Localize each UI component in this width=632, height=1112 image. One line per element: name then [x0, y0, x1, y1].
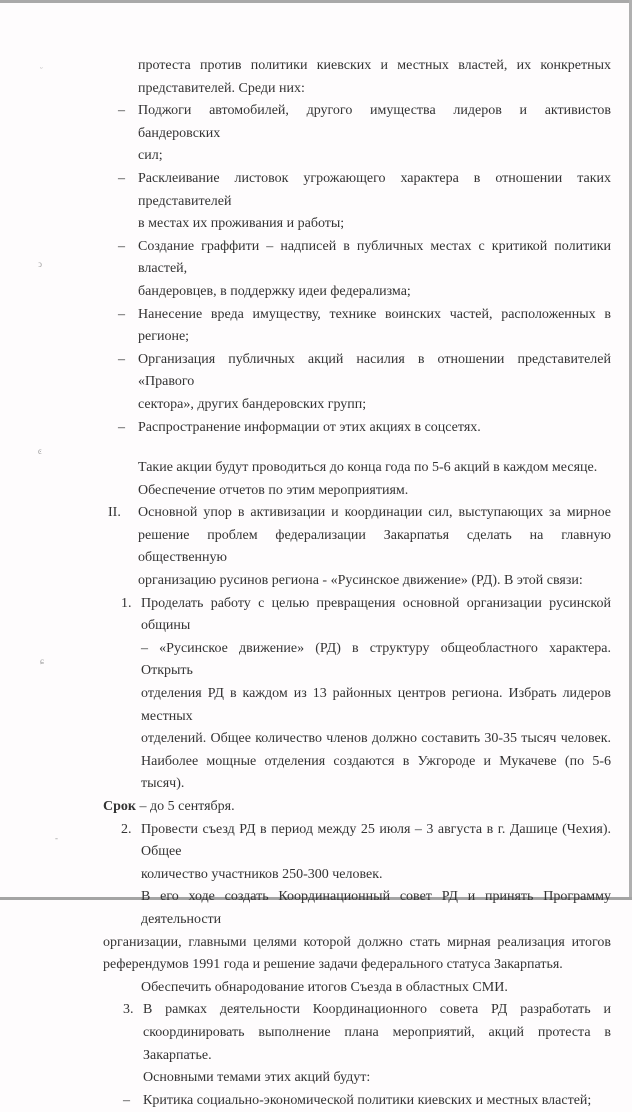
item-number: 3.: [123, 1002, 134, 1018]
summary-line: Такие акции будут проводиться до конца года по 5-6 акций в каждом месяце.: [138, 460, 598, 476]
deadline-line: [103, 796, 611, 819]
intro-line: протеста против политики киевских и местных властей, их конкретных: [138, 58, 611, 73]
scan-mark: ‐: [55, 833, 58, 843]
list-dash: –: [118, 419, 125, 435]
intro-line: представителей. Среди них:: [138, 80, 305, 96]
list-item-line: в местах их проживания и работы;: [138, 216, 345, 232]
intro-paragraph: [103, 55, 611, 100]
list-item: [103, 100, 611, 168]
item-line: Проделать работу с целью превращения основной организации русинской общины: [141, 595, 611, 634]
item-line: В рамках деятельности Координационного совета РД разработать и: [143, 1002, 611, 1018]
list-dash: –: [118, 351, 125, 367]
section-line: решение проблем федерализации Закарпатья сделать на главную общественную: [138, 527, 611, 566]
section-line: организацию русинов региона - «Русинское движение» (РД). В этой связи:: [138, 573, 583, 589]
item-two: [103, 819, 611, 887]
item-line: отделений. Общее количество членов должно составить 30-35 тысяч человек.: [141, 731, 611, 747]
themes-intro: Основными темами этих акций будут:: [143, 1070, 371, 1086]
themes-paragraph: [103, 1067, 611, 1090]
item-line: Провести съезд РД в период между 25 июля – 3 августа в г. Дашице (Чехия). Общее: [141, 821, 611, 860]
list-item-line: Организация публичных акций насилия в отношении представителей «Правого: [138, 351, 611, 390]
media-paragraph: [103, 977, 611, 1000]
item-three: [103, 999, 611, 1067]
summary-line: Обеспечение отчетов по этим мероприятиям.: [138, 482, 409, 498]
item-one: [103, 593, 611, 796]
item-line: – «Русинское движение» (РД) в структуру общеобластного характера. Открыть: [141, 640, 611, 679]
list-item-line: сил;: [138, 148, 163, 164]
list-dash: –: [118, 170, 125, 186]
item-number: 1.: [121, 595, 132, 611]
paragraph-line: организации, главными целями которой должно стать мирная реализация итогов: [103, 934, 611, 950]
list-item: [103, 168, 611, 236]
list-item-line: сектора», других бандеровских групп;: [138, 396, 367, 412]
scan-mark: ᵕ: [40, 63, 43, 73]
item-number: 2.: [121, 821, 132, 837]
list-item-line: Распространение информации от этих акциях в соцсетях.: [138, 419, 481, 435]
list-dash: –: [118, 103, 125, 119]
list-item: [103, 236, 611, 304]
list-item: [103, 304, 611, 349]
paragraph-line: В его ходе создать Координационный совет РД и принять Программу деятельности: [141, 889, 611, 927]
scan-border-top: [0, 0, 632, 3]
item-line: Наиболее мощные отделения создаются в Ужгороде и Мукачеве (по 5-6 тысяч).: [141, 753, 611, 792]
list-dash: –: [118, 238, 125, 254]
scan-mark: ↄ: [38, 259, 42, 269]
deadline-label: Срок: [103, 799, 136, 814]
list-item-line: Критика социально-экономической политики киевских и местных властей;: [143, 1092, 592, 1108]
list-item-line: Нанесение вреда имуществу, технике воинских частей, расположенных в регионе;: [138, 306, 611, 345]
section-line: Основной упор в активизации и координации сил, выступающих за мирное: [138, 505, 611, 521]
section-two: [103, 502, 611, 592]
deadline-text: – до 5 сентября.: [135, 799, 235, 814]
document-body: [103, 55, 611, 1112]
scan-mark: ɕ: [40, 656, 44, 666]
list-item-line: Поджоги автомобилей, другого имущества лидеров и активистов бандеровских: [138, 103, 611, 141]
list-item: [103, 349, 611, 417]
scan-mark: ͼ: [38, 446, 42, 456]
media-line: Обеспечить обнародование итогов Съезда в областных СМИ.: [141, 979, 508, 995]
item-line: отделения РД в каждом из 13 районных центров региона. Избрать лидеров местных: [141, 686, 611, 724]
list-item: [103, 417, 611, 440]
list-dash: –: [118, 306, 125, 322]
paragraph-line: референдумов 1991 года и решение задачи федерального статуса Закарпатья.: [103, 957, 563, 973]
list-item-line: Расклеивание листовок угрожающего характера в отношении таких представителей: [138, 170, 611, 209]
list-item-line: Создание граффити – надписей в публичных местах с критикой политики властей,: [138, 238, 611, 277]
summary-paragraph: [103, 457, 611, 502]
item-line: количество участников 250-300 человек.: [141, 866, 383, 882]
item-line: скоординировать выполнение плана мероприятий, акций протеста в Закарпатье.: [143, 1024, 611, 1063]
list-item: [103, 1090, 611, 1112]
list-item-line: бандеровцев, в поддержку идеи федерализма;: [138, 283, 411, 299]
list-dash: –: [123, 1092, 130, 1108]
section-numeral: II.: [108, 505, 121, 521]
